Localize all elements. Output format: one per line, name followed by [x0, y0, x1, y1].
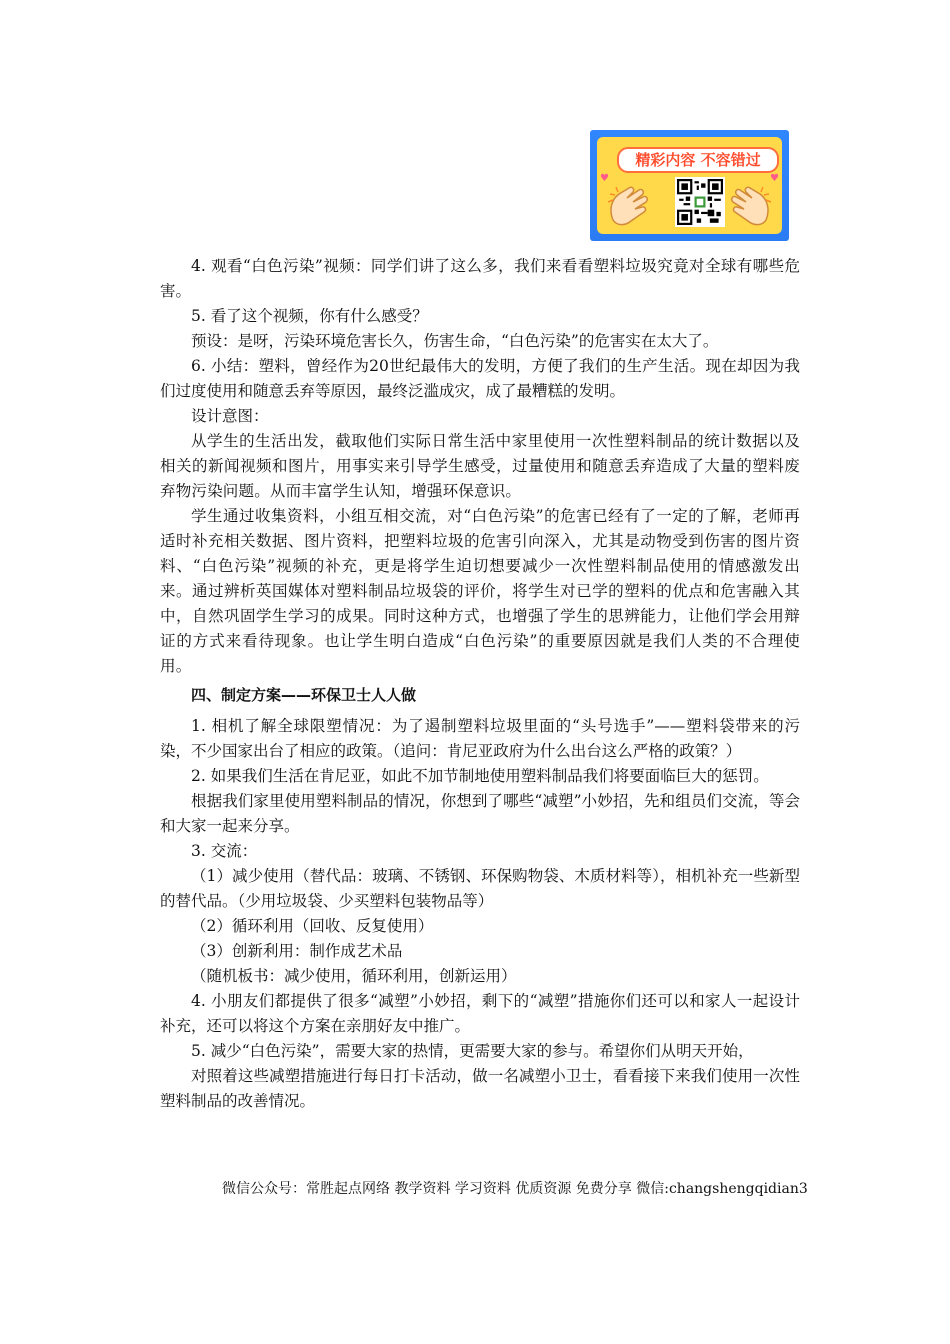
paragraph: 5. 减少“白色污染”，需要大家的热情，更需要大家的参与。希望你们从明天开始，: [191, 1042, 754, 1060]
paragraph: （随机板书：减少使用，循环利用，创新运用）: [191, 967, 517, 985]
paragraph: 根据我们家里使用塑料制品的情况，你想到了哪些“减塑”小妙招，先和组员们交流，等会和大家一起来分享。: [160, 792, 800, 835]
clapping-hands-icon: [605, 180, 657, 232]
paragraph: 从学生的生活出发，截取他们实际日常生活中家里使用一次性塑料制品的统计数据以及相关的新闻视频和图片，用事实来引导学生感受，过量使用和随意丢弃造成了大量的塑料废弃物污染问题。从而丰富学生认知，增强环保意识。: [160, 432, 800, 500]
paragraph: 6. 小结：塑料，曾经作为20世纪最伟大的发明，方便了我们的生产生活。现在却因为我们过度使用和随意丢弃等原因，最终泛滥成灾，成了最糟糕的发明。: [160, 357, 800, 400]
qr-code-icon[interactable]: [675, 177, 725, 227]
paragraph: 3. 交流：: [191, 842, 258, 860]
paragraph: 4. 小朋友们都提供了很多“减塑”小妙招，剩下的“减塑”措施你们还可以和家人一起设计补充，还可以将这个方案在亲朋好友中推广。: [160, 992, 800, 1035]
heart-icon: ♥: [770, 173, 779, 184]
paragraph: （3）创新利用：制作成艺术品: [191, 942, 403, 960]
main-content: [160, 254, 800, 1114]
clapping-hands-icon: [722, 180, 774, 232]
banner-title: 精彩内容 不容错过: [617, 147, 779, 173]
paragraph: 学生通过收集资料，小组互相交流，对“白色污染”的危害已经有了一定的了解，老师再适时补充相关数据、图片资料，把塑料垃圾的危害引向深入，尤其是动物受到伤害的图片资料、“白色污染”视频的补充，更是将学生迫切想要减少一次性塑料制品使用的情感激发出来。通过辨析英国媒体对塑料制品垃圾袋的评价，将学生对已学的塑料的优点和危害融入其中，自然巩固学生学习的成果。同时这种方式，也增强了学生的思辨能力，让他们学会用辩证的方式来看待现象。也让学生明白造成“白色污染”的重要原因就是我们人类的不合理使用。: [160, 507, 800, 675]
paragraph: 预设：是呀，污染环境危害长久，伤害生命，“白色污染”的危害实在太大了。: [191, 332, 719, 350]
paragraph: 5. 看了这个视频，你有什么感受？: [191, 307, 428, 325]
paragraph: （1）减少使用（替代品：玻璃、不锈钢、环保购物袋、木质材料等），相机补充一些新型的替代品。（少用垃圾袋、少买塑料包装物品等）: [160, 867, 800, 910]
paragraph: 1. 相机了解全球限塑情况：为了遏制塑料垃圾里面的“头号选手”——塑料袋带来的污染，不少国家出台了相应的政策。（追问：肯尼亚政府为什么出台这么严格的政策？）: [160, 717, 800, 760]
section-heading: 四、制定方案——环保卫士人人做: [191, 686, 417, 704]
page-footer: 微信公众号：常胜起点网络 教学资料 学习资料 优质资源 免费分享 微信:changshengqidian3: [222, 1181, 808, 1197]
banner-panel: [597, 137, 782, 234]
paragraph: （2）循环利用（回收、反复使用）: [191, 917, 434, 935]
paragraph: 设计意图：: [191, 407, 269, 425]
paragraph: 4. 观看“白色污染”视频：同学们讲了这么多，我们来看看塑料垃圾究竟对全球有哪些危害。: [160, 257, 800, 300]
heart-icon: ♥: [600, 173, 609, 184]
paragraph: 2. 如果我们生活在肯尼亚，如此不加节制地使用塑料制品我们将要面临巨大的惩罚。: [191, 767, 769, 785]
paragraph: 对照着这些减塑措施进行每日打卡活动，做一名减塑小卫士，看看接下来我们使用一次性塑料制品的改善情况。: [160, 1067, 800, 1110]
promo-banner[interactable]: [590, 130, 789, 241]
